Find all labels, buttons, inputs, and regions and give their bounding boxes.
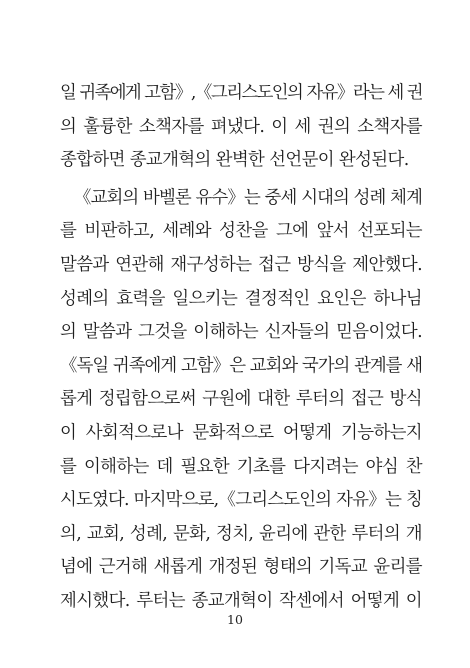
text-line: 성례의 효력을 일으키는 결정적인 요인은 하나님 — [60, 288, 422, 309]
page-number: 10 — [227, 612, 243, 627]
text-line: 말씀과 연관해 재구성하는 접근 방식을 제안했다. — [60, 254, 422, 275]
text-line: 《교회의 바벨론 유수》는 중세 시대의 성례 체계 — [74, 187, 422, 208]
text-line: 의 훌륭한 소책자를 펴냈다. 이 세 권의 소책자를 — [60, 116, 422, 137]
paragraph-1 — [60, 77, 422, 178]
paragraph-2 — [60, 182, 422, 619]
text-line: 일 귀족에게 고함》,《그리스도인의 자유》라는 세 권 — [60, 83, 422, 103]
text-line: 롭게 정립함으로써 구원에 대한 루터의 접근 방식 — [60, 389, 422, 410]
text-line: 의, 교회, 성례, 문화, 정치, 윤리에 관한 루터의 개 — [60, 523, 422, 544]
text-line: 시도였다. 마지막으로,《그리스도인의 자유》는 칭 — [60, 490, 422, 511]
text-line: 제시했다. 루터는 종교개혁이 작센에서 어떻게 이 — [60, 590, 422, 611]
text-line: 종합하면 종교개혁의 완벽한 선언문이 완성된다. — [60, 150, 409, 171]
body-text — [60, 77, 422, 619]
text-line: 이 사회적으로나 문화적으로 어떻게 기능하는지 — [60, 422, 422, 443]
text-line: 념에 근거해 새롭게 개정된 형태의 기독교 윤리를 — [60, 557, 422, 578]
text-line: 를 이해하는 데 필요한 기초를 다지려는 야심 찬 — [60, 456, 422, 477]
text-line: 의 말씀과 그것을 이해하는 신자들의 믿음이었다. — [60, 322, 422, 343]
text-line: 를 비판하고, 세례와 성찬을 그에 앞서 선포되는 — [60, 221, 422, 242]
text-line: 《독일 귀족에게 고함》은 교회와 국가의 관계를 새 — [60, 355, 422, 376]
